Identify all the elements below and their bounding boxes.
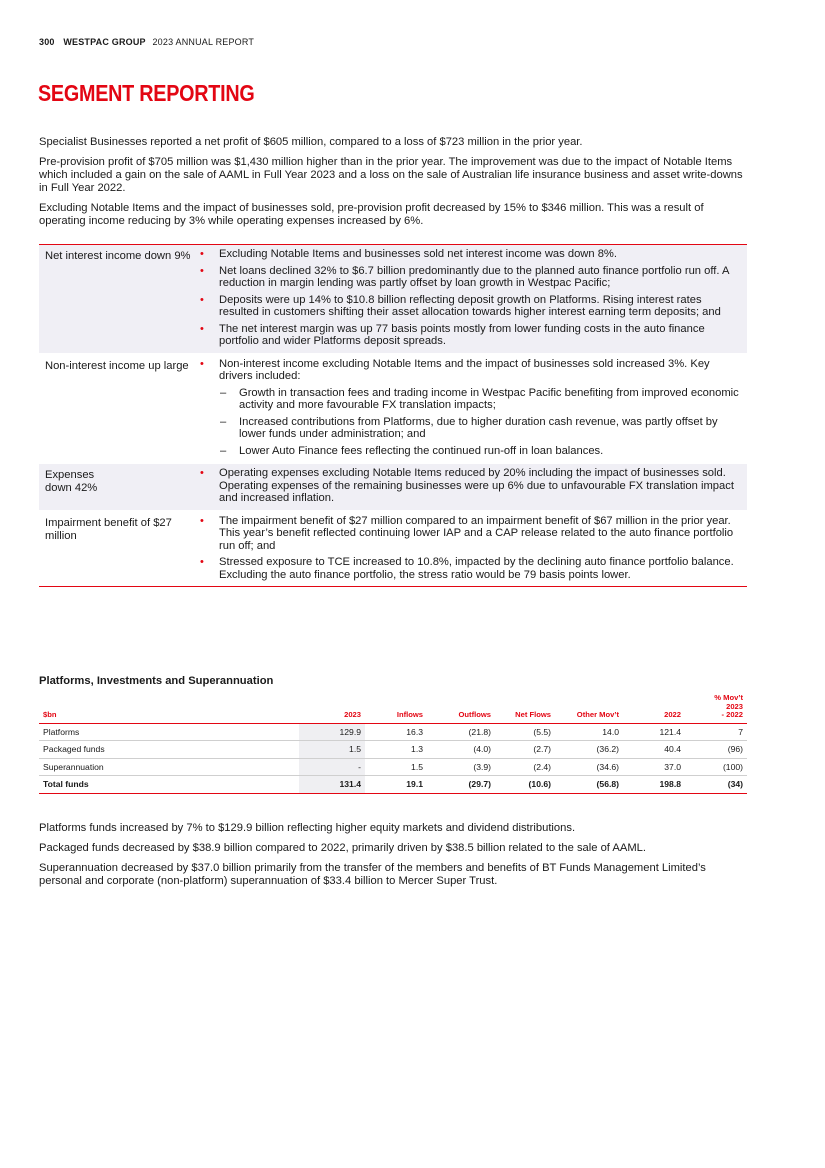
cell-2023: - (299, 758, 365, 776)
kp-label: Non-interest income up large (45, 359, 189, 372)
outro-paragraph: Packaged funds decreased by $38.9 billion compared to 2022, primarily driven by $38.5 billion related to the sale of AAML. (39, 842, 646, 854)
cell-other-movt: (56.8) (555, 776, 623, 794)
page-title: SEGMENT REPORTING (38, 80, 255, 106)
kp-label: Impairment benefit of $27 million (45, 516, 172, 542)
cell-pct-movt: (96) (685, 741, 747, 759)
kp-row-non-interest-income (39, 355, 747, 465)
col-header-inflows: Inflows (365, 694, 427, 723)
bullet-item: • Non-interest income excluding Notable Items and the impact of businesses sold increased 3%. Key drivers included: (200, 358, 741, 383)
cell-pct-movt: 7 (685, 723, 747, 741)
brand-name: WESTPAC GROUP (63, 37, 146, 47)
cell-net-flows: (2.7) (495, 741, 555, 759)
bullet-item: • Net loans declined 32% to $6.7 billion predominantly due to the planned auto finance portfolio run off. A reduction in margin lending was partly offset by loan growth in Westpac Pacific; (200, 265, 741, 290)
funds-table (39, 694, 747, 794)
cell-net-flows: (10.6) (495, 776, 555, 794)
cell-2023: 131.4 (299, 776, 365, 794)
bullet-item: • The impairment benefit of $27 million compared to an impairment benefit of $67 million in the prior year. This year’s benefit reflected continuing lower IAP and a CAP release related to the auto finance portfolio run off; and (200, 515, 741, 553)
kp-body (200, 245, 747, 353)
intro-paragraph: Specialist Businesses reported a net profit of $605 million, compared to a loss of $723 million in the prior year. (39, 136, 583, 148)
report-name: 2023 ANNUAL REPORT (152, 37, 255, 47)
col-header-2022: 2022 (623, 694, 685, 723)
header-line: % Mov’t (714, 693, 743, 702)
cell-2023: 129.9 (299, 723, 365, 741)
cell-pct-movt: (100) (685, 758, 747, 776)
table-total-row (39, 776, 747, 794)
page-header (39, 37, 254, 47)
cell-inflows: 16.3 (365, 723, 427, 741)
bullet-item: • Operating expenses excluding Notable Items reduced by 20% including the impact of businesses sold. Operating expenses of the remaining businesses were up 6% due to unfavourable FX translation impact and increased inflation. (200, 467, 741, 505)
table-row (39, 741, 747, 759)
kp-body (200, 355, 747, 463)
outro-paragraph: Platforms funds increased by 7% to $129.9 billion reflecting higher equity markets and dividend distributions. (39, 822, 576, 834)
dash-item: – Lower Auto Finance fees reflecting the continued run-off in loan balances. (200, 445, 741, 458)
dash-item: – Increased contributions from Platforms, due to higher duration cash revenue, was partly offset by lower funds under administration; and (200, 416, 741, 441)
kp-row-net-interest-income (39, 245, 747, 355)
bullet-item: • Excluding Notable Items and businesses sold net interest income was down 8%. (200, 248, 741, 261)
cell-net-flows: (5.5) (495, 723, 555, 741)
cell-other-movt: (36.2) (555, 741, 623, 759)
col-header-net-flows: Net Flows (495, 694, 555, 723)
col-header-pct-movt (685, 694, 747, 723)
cell-outflows: (21.8) (427, 723, 495, 741)
cell-2022: 40.4 (623, 741, 685, 759)
cell-pct-movt: (34) (685, 776, 747, 794)
cell-2022: 198.8 (623, 776, 685, 794)
intro-paragraph: Excluding Notable Items and the impact of businesses sold, pre-provision profit decreased by 15% to $346 million. This was a result of operating income reducing by 3% while operating expenses increased by 6%. (39, 202, 704, 227)
col-header-other-movt: Other Mov’t (555, 694, 623, 723)
kp-row-impairment (39, 512, 747, 587)
table-row (39, 723, 747, 741)
cell-outflows: (3.9) (427, 758, 495, 776)
col-header-2023: 2023 (299, 694, 365, 723)
cell-outflows: (4.0) (427, 741, 495, 759)
intro-text (39, 136, 751, 235)
cell-2022: 121.4 (623, 723, 685, 741)
col-header-outflows: Outflows (427, 694, 495, 723)
cell-net-flows: (2.4) (495, 758, 555, 776)
kp-body (200, 464, 747, 510)
row-label: Superannuation (39, 758, 299, 776)
section-title: Platforms, Investments and Superannuation (39, 675, 274, 687)
cell-inflows: 19.1 (365, 776, 427, 794)
cell-inflows: 1.3 (365, 741, 427, 759)
col-header-label: $bn (39, 694, 299, 723)
row-label: Packaged funds (39, 741, 299, 759)
header-line: 2023 (726, 701, 743, 711)
outro-paragraph: Superannuation decreased by $37.0 billion primarily from the transfer of the members and benefits of BT Funds Management Limited’s personal and corporate (non-platform) superannuation of $33.4 billion to Mercer Super Trust. (39, 862, 706, 887)
cell-2022: 37.0 (623, 758, 685, 776)
header-line: - 2022 (721, 710, 743, 719)
bullet-item: • The net interest margin was up 77 basis points mostly from lower funding costs in the auto finance portfolio and wider Platforms deposit spreads. (200, 323, 741, 348)
table-row (39, 758, 747, 776)
kp-row-expenses (39, 464, 747, 512)
kp-label (39, 464, 200, 510)
dash-item: – Growth in transaction fees and trading income in Westpac Pacific benefiting from improved economic activity and more favourable FX translation impacts; (200, 387, 741, 412)
page-number: 300 (39, 37, 55, 47)
cell-inflows: 1.5 (365, 758, 427, 776)
row-label: Total funds (39, 776, 299, 794)
bullet-item: • Stressed exposure to TCE increased to 10.8%, impacted by the declining auto finance portfolio balance. Excluding the auto finance portfolio, the stress ratio would be 79 basis points lower. (200, 556, 741, 581)
cell-2023: 1.5 (299, 741, 365, 759)
intro-paragraph: Pre-provision profit of $705 million was $1,430 million higher than in the prior year. The improvement was due to the impact of Notable Items which included a gain on the sale of AAML in Full Year 2023 and a loss on the sale of Australian life insurance business and asset write-downs in Full Year 2022. (39, 156, 743, 194)
cell-outflows: (29.7) (427, 776, 495, 794)
table-header-row (39, 694, 747, 723)
kp-body (200, 512, 747, 587)
kp-label-line: Expenses (45, 469, 95, 481)
outro-text (39, 822, 751, 895)
cell-other-movt: 14.0 (555, 723, 623, 741)
kp-label-line: down 42% (45, 482, 98, 494)
row-label: Platforms (39, 723, 299, 741)
key-points-table (39, 244, 747, 587)
bullet-item: • Deposits were up 14% to $10.8 billion reflecting deposit growth on Platforms. Rising interest rates resulted in customers shifting their asset allocation towards higher interest earning term deposits; and (200, 294, 741, 319)
cell-other-movt: (34.6) (555, 758, 623, 776)
kp-label: Net interest income down 9% (45, 250, 191, 262)
